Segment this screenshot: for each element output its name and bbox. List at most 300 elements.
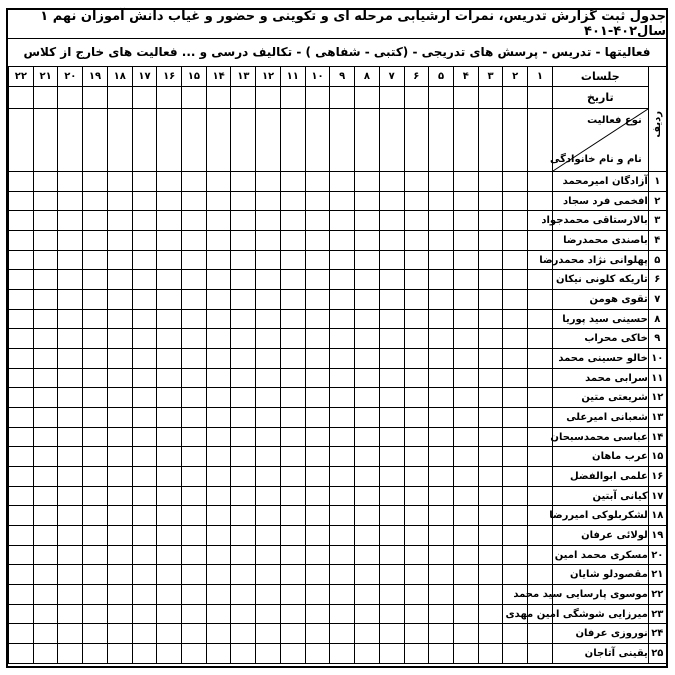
activity-cell[interactable] (33, 109, 58, 172)
activity-cell[interactable] (107, 109, 132, 172)
grade-cell[interactable] (478, 486, 503, 506)
grade-cell[interactable] (355, 329, 380, 349)
grade-cell[interactable] (528, 329, 553, 349)
grade-cell[interactable] (206, 467, 231, 487)
grade-cell[interactable] (231, 368, 256, 388)
grade-cell[interactable] (58, 231, 83, 251)
grade-cell[interactable] (280, 447, 305, 467)
grade-cell[interactable] (132, 486, 157, 506)
grade-cell[interactable] (355, 172, 380, 192)
grade-cell[interactable] (107, 290, 132, 310)
date-cell[interactable] (58, 87, 83, 109)
grade-cell[interactable] (379, 211, 404, 231)
grade-cell[interactable] (429, 486, 454, 506)
grade-cell[interactable] (33, 585, 58, 605)
grade-cell[interactable] (33, 545, 58, 565)
grade-cell[interactable] (132, 368, 157, 388)
grade-cell[interactable] (528, 270, 553, 290)
grade-cell[interactable] (256, 329, 281, 349)
date-cell[interactable] (379, 87, 404, 109)
grade-cell[interactable] (107, 408, 132, 428)
grade-cell[interactable] (404, 349, 429, 369)
grade-cell[interactable] (9, 427, 34, 447)
grade-cell[interactable] (528, 526, 553, 546)
grade-cell[interactable] (206, 211, 231, 231)
grade-cell[interactable] (206, 447, 231, 467)
grade-cell[interactable] (182, 388, 207, 408)
grade-cell[interactable] (231, 624, 256, 644)
grade-cell[interactable] (256, 270, 281, 290)
grade-cell[interactable] (429, 309, 454, 329)
date-cell[interactable] (528, 87, 553, 109)
activity-cell[interactable] (182, 109, 207, 172)
grade-cell[interactable] (453, 604, 478, 624)
grade-cell[interactable] (478, 565, 503, 585)
date-cell[interactable] (231, 87, 256, 109)
grade-cell[interactable] (231, 585, 256, 605)
grade-cell[interactable] (429, 388, 454, 408)
grade-cell[interactable] (429, 624, 454, 644)
grade-cell[interactable] (182, 329, 207, 349)
grade-cell[interactable] (503, 526, 528, 546)
grade-cell[interactable] (9, 565, 34, 585)
grade-cell[interactable] (9, 329, 34, 349)
grade-cell[interactable] (157, 270, 182, 290)
grade-cell[interactable] (355, 486, 380, 506)
grade-cell[interactable] (33, 368, 58, 388)
grade-cell[interactable] (182, 604, 207, 624)
grade-cell[interactable] (231, 349, 256, 369)
grade-cell[interactable] (280, 231, 305, 251)
grade-cell[interactable] (9, 270, 34, 290)
grade-cell[interactable] (33, 388, 58, 408)
grade-cell[interactable] (280, 349, 305, 369)
activity-cell[interactable] (9, 109, 34, 172)
grade-cell[interactable] (107, 172, 132, 192)
grade-cell[interactable] (182, 309, 207, 329)
grade-cell[interactable] (33, 467, 58, 487)
grade-cell[interactable] (107, 506, 132, 526)
grade-cell[interactable] (429, 585, 454, 605)
grade-cell[interactable] (256, 191, 281, 211)
grade-cell[interactable] (58, 427, 83, 447)
grade-cell[interactable] (404, 624, 429, 644)
grade-cell[interactable] (157, 585, 182, 605)
grade-cell[interactable] (379, 368, 404, 388)
date-cell[interactable] (83, 87, 108, 109)
grade-cell[interactable] (379, 309, 404, 329)
grade-cell[interactable] (107, 526, 132, 546)
grade-cell[interactable] (528, 172, 553, 192)
activity-cell[interactable] (429, 109, 454, 172)
grade-cell[interactable] (429, 506, 454, 526)
grade-cell[interactable] (9, 349, 34, 369)
grade-cell[interactable] (503, 309, 528, 329)
grade-cell[interactable] (280, 191, 305, 211)
grade-cell[interactable] (256, 388, 281, 408)
grade-cell[interactable] (206, 526, 231, 546)
grade-cell[interactable] (528, 191, 553, 211)
grade-cell[interactable] (206, 486, 231, 506)
grade-cell[interactable] (58, 368, 83, 388)
grade-cell[interactable] (478, 349, 503, 369)
grade-cell[interactable] (206, 349, 231, 369)
grade-cell[interactable] (280, 486, 305, 506)
grade-cell[interactable] (429, 270, 454, 290)
grade-cell[interactable] (478, 290, 503, 310)
grade-cell[interactable] (9, 526, 34, 546)
grade-cell[interactable] (107, 329, 132, 349)
grade-cell[interactable] (330, 408, 355, 428)
grade-cell[interactable] (503, 290, 528, 310)
grade-cell[interactable] (404, 427, 429, 447)
grade-cell[interactable] (206, 191, 231, 211)
grade-cell[interactable] (107, 604, 132, 624)
grade-cell[interactable] (231, 427, 256, 447)
grade-cell[interactable] (528, 231, 553, 251)
grade-cell[interactable] (58, 349, 83, 369)
grade-cell[interactable] (453, 467, 478, 487)
activity-cell[interactable] (280, 109, 305, 172)
grade-cell[interactable] (503, 408, 528, 428)
grade-cell[interactable] (280, 290, 305, 310)
date-cell[interactable] (305, 87, 330, 109)
grade-cell[interactable] (107, 388, 132, 408)
grade-cell[interactable] (429, 408, 454, 428)
grade-cell[interactable] (305, 526, 330, 546)
grade-cell[interactable] (330, 565, 355, 585)
grade-cell[interactable] (9, 172, 34, 192)
grade-cell[interactable] (355, 309, 380, 329)
activity-cell[interactable] (503, 109, 528, 172)
grade-cell[interactable] (280, 526, 305, 546)
grade-cell[interactable] (83, 270, 108, 290)
grade-cell[interactable] (206, 644, 231, 664)
grade-cell[interactable] (453, 329, 478, 349)
grade-cell[interactable] (280, 211, 305, 231)
grade-cell[interactable] (231, 329, 256, 349)
grade-cell[interactable] (280, 506, 305, 526)
grade-cell[interactable] (132, 349, 157, 369)
grade-cell[interactable] (256, 250, 281, 270)
activity-cell[interactable] (453, 109, 478, 172)
grade-cell[interactable] (453, 408, 478, 428)
grade-cell[interactable] (330, 624, 355, 644)
grade-cell[interactable] (182, 427, 207, 447)
grade-cell[interactable] (429, 467, 454, 487)
grade-cell[interactable] (453, 447, 478, 467)
grade-cell[interactable] (132, 309, 157, 329)
date-cell[interactable] (478, 87, 503, 109)
grade-cell[interactable] (528, 368, 553, 388)
grade-cell[interactable] (379, 270, 404, 290)
date-cell[interactable] (330, 87, 355, 109)
grade-cell[interactable] (256, 368, 281, 388)
grade-cell[interactable] (379, 172, 404, 192)
grade-cell[interactable] (429, 644, 454, 664)
activity-cell[interactable] (478, 109, 503, 172)
grade-cell[interactable] (453, 545, 478, 565)
grade-cell[interactable] (107, 565, 132, 585)
grade-cell[interactable] (355, 624, 380, 644)
grade-cell[interactable] (58, 526, 83, 546)
grade-cell[interactable] (305, 290, 330, 310)
grade-cell[interactable] (58, 506, 83, 526)
grade-cell[interactable] (379, 388, 404, 408)
grade-cell[interactable] (157, 604, 182, 624)
grade-cell[interactable] (83, 565, 108, 585)
grade-cell[interactable] (206, 172, 231, 192)
grade-cell[interactable] (404, 290, 429, 310)
grade-cell[interactable] (231, 290, 256, 310)
grade-cell[interactable] (132, 231, 157, 251)
grade-cell[interactable] (206, 408, 231, 428)
grade-cell[interactable] (503, 565, 528, 585)
grade-cell[interactable] (33, 506, 58, 526)
grade-cell[interactable] (182, 467, 207, 487)
grade-cell[interactable] (280, 368, 305, 388)
activity-cell[interactable] (256, 109, 281, 172)
grade-cell[interactable] (182, 545, 207, 565)
grade-cell[interactable] (83, 545, 108, 565)
date-cell[interactable] (280, 87, 305, 109)
grade-cell[interactable] (355, 604, 380, 624)
grade-cell[interactable] (9, 506, 34, 526)
grade-cell[interactable] (379, 191, 404, 211)
grade-cell[interactable] (280, 172, 305, 192)
grade-cell[interactable] (157, 545, 182, 565)
grade-cell[interactable] (132, 191, 157, 211)
grade-cell[interactable] (355, 585, 380, 605)
grade-cell[interactable] (404, 270, 429, 290)
grade-cell[interactable] (206, 368, 231, 388)
grade-cell[interactable] (83, 172, 108, 192)
grade-cell[interactable] (429, 349, 454, 369)
grade-cell[interactable] (528, 349, 553, 369)
grade-cell[interactable] (379, 329, 404, 349)
grade-cell[interactable] (256, 604, 281, 624)
grade-cell[interactable] (182, 644, 207, 664)
grade-cell[interactable] (429, 545, 454, 565)
grade-cell[interactable] (182, 565, 207, 585)
grade-cell[interactable] (355, 467, 380, 487)
grade-cell[interactable] (453, 270, 478, 290)
grade-cell[interactable] (503, 349, 528, 369)
grade-cell[interactable] (305, 309, 330, 329)
grade-cell[interactable] (132, 250, 157, 270)
grade-cell[interactable] (256, 172, 281, 192)
grade-cell[interactable] (107, 585, 132, 605)
grade-cell[interactable] (33, 250, 58, 270)
grade-cell[interactable] (83, 368, 108, 388)
grade-cell[interactable] (503, 644, 528, 664)
grade-cell[interactable] (182, 506, 207, 526)
grade-cell[interactable] (33, 290, 58, 310)
grade-cell[interactable] (58, 408, 83, 428)
grade-cell[interactable] (478, 604, 503, 624)
grade-cell[interactable] (478, 211, 503, 231)
grade-cell[interactable] (256, 565, 281, 585)
grade-cell[interactable] (429, 250, 454, 270)
grade-cell[interactable] (157, 250, 182, 270)
grade-cell[interactable] (528, 427, 553, 447)
grade-cell[interactable] (404, 368, 429, 388)
grade-cell[interactable] (231, 211, 256, 231)
grade-cell[interactable] (231, 231, 256, 251)
grade-cell[interactable] (231, 467, 256, 487)
grade-cell[interactable] (355, 368, 380, 388)
grade-cell[interactable] (206, 604, 231, 624)
grade-cell[interactable] (528, 624, 553, 644)
grade-cell[interactable] (478, 368, 503, 388)
grade-cell[interactable] (355, 427, 380, 447)
grade-cell[interactable] (107, 270, 132, 290)
grade-cell[interactable] (182, 624, 207, 644)
grade-cell[interactable] (503, 231, 528, 251)
grade-cell[interactable] (355, 565, 380, 585)
grade-cell[interactable] (453, 172, 478, 192)
grade-cell[interactable] (330, 172, 355, 192)
grade-cell[interactable] (330, 250, 355, 270)
grade-cell[interactable] (58, 545, 83, 565)
date-cell[interactable] (503, 87, 528, 109)
grade-cell[interactable] (256, 408, 281, 428)
grade-cell[interactable] (83, 231, 108, 251)
grade-cell[interactable] (453, 585, 478, 605)
date-cell[interactable] (256, 87, 281, 109)
grade-cell[interactable] (157, 368, 182, 388)
grade-cell[interactable] (157, 644, 182, 664)
grade-cell[interactable] (478, 309, 503, 329)
grade-cell[interactable] (305, 545, 330, 565)
grade-cell[interactable] (58, 624, 83, 644)
grade-cell[interactable] (478, 467, 503, 487)
grade-cell[interactable] (305, 250, 330, 270)
grade-cell[interactable] (83, 211, 108, 231)
grade-cell[interactable] (379, 644, 404, 664)
grade-cell[interactable] (132, 329, 157, 349)
grade-cell[interactable] (330, 290, 355, 310)
grade-cell[interactable] (330, 486, 355, 506)
grade-cell[interactable] (157, 172, 182, 192)
activity-cell[interactable] (379, 109, 404, 172)
grade-cell[interactable] (182, 526, 207, 546)
grade-cell[interactable] (478, 172, 503, 192)
grade-cell[interactable] (33, 486, 58, 506)
grade-cell[interactable] (206, 506, 231, 526)
grade-cell[interactable] (132, 526, 157, 546)
grade-cell[interactable] (528, 447, 553, 467)
grade-cell[interactable] (182, 408, 207, 428)
grade-cell[interactable] (9, 388, 34, 408)
grade-cell[interactable] (231, 408, 256, 428)
grade-cell[interactable] (206, 250, 231, 270)
grade-cell[interactable] (305, 585, 330, 605)
grade-cell[interactable] (404, 506, 429, 526)
grade-cell[interactable] (528, 644, 553, 664)
grade-cell[interactable] (58, 565, 83, 585)
grade-cell[interactable] (528, 388, 553, 408)
grade-cell[interactable] (305, 467, 330, 487)
grade-cell[interactable] (83, 427, 108, 447)
grade-cell[interactable] (280, 270, 305, 290)
grade-cell[interactable] (33, 329, 58, 349)
grade-cell[interactable] (453, 644, 478, 664)
grade-cell[interactable] (453, 565, 478, 585)
grade-cell[interactable] (330, 349, 355, 369)
grade-cell[interactable] (305, 408, 330, 428)
date-cell[interactable] (132, 87, 157, 109)
grade-cell[interactable] (503, 486, 528, 506)
grade-cell[interactable] (231, 172, 256, 192)
grade-cell[interactable] (478, 270, 503, 290)
grade-cell[interactable] (404, 545, 429, 565)
grade-cell[interactable] (231, 506, 256, 526)
grade-cell[interactable] (256, 231, 281, 251)
grade-cell[interactable] (330, 368, 355, 388)
grade-cell[interactable] (280, 250, 305, 270)
grade-cell[interactable] (404, 211, 429, 231)
grade-cell[interactable] (9, 368, 34, 388)
grade-cell[interactable] (305, 604, 330, 624)
grade-cell[interactable] (355, 526, 380, 546)
grade-cell[interactable] (280, 624, 305, 644)
grade-cell[interactable] (379, 506, 404, 526)
grade-cell[interactable] (256, 427, 281, 447)
date-cell[interactable] (206, 87, 231, 109)
grade-cell[interactable] (132, 427, 157, 447)
grade-cell[interactable] (83, 604, 108, 624)
grade-cell[interactable] (453, 290, 478, 310)
grade-cell[interactable] (256, 447, 281, 467)
grade-cell[interactable] (231, 604, 256, 624)
grade-cell[interactable] (404, 447, 429, 467)
grade-cell[interactable] (355, 211, 380, 231)
grade-cell[interactable] (157, 467, 182, 487)
grade-cell[interactable] (58, 486, 83, 506)
grade-cell[interactable] (379, 290, 404, 310)
grade-cell[interactable] (33, 526, 58, 546)
grade-cell[interactable] (182, 368, 207, 388)
grade-cell[interactable] (305, 506, 330, 526)
grade-cell[interactable] (157, 526, 182, 546)
activity-cell[interactable] (355, 109, 380, 172)
grade-cell[interactable] (404, 565, 429, 585)
grade-cell[interactable] (355, 408, 380, 428)
grade-cell[interactable] (157, 211, 182, 231)
grade-cell[interactable] (83, 329, 108, 349)
grade-cell[interactable] (206, 309, 231, 329)
grade-cell[interactable] (330, 506, 355, 526)
grade-cell[interactable] (182, 290, 207, 310)
grade-cell[interactable] (157, 506, 182, 526)
grade-cell[interactable] (503, 191, 528, 211)
date-cell[interactable] (107, 87, 132, 109)
grade-cell[interactable] (206, 565, 231, 585)
grade-cell[interactable] (528, 309, 553, 329)
grade-cell[interactable] (33, 565, 58, 585)
grade-cell[interactable] (33, 309, 58, 329)
grade-cell[interactable] (404, 467, 429, 487)
grade-cell[interactable] (478, 624, 503, 644)
grade-cell[interactable] (107, 624, 132, 644)
grade-cell[interactable] (503, 368, 528, 388)
grade-cell[interactable] (58, 447, 83, 467)
grade-cell[interactable] (58, 172, 83, 192)
grade-cell[interactable] (429, 604, 454, 624)
grade-cell[interactable] (305, 270, 330, 290)
grade-cell[interactable] (9, 585, 34, 605)
